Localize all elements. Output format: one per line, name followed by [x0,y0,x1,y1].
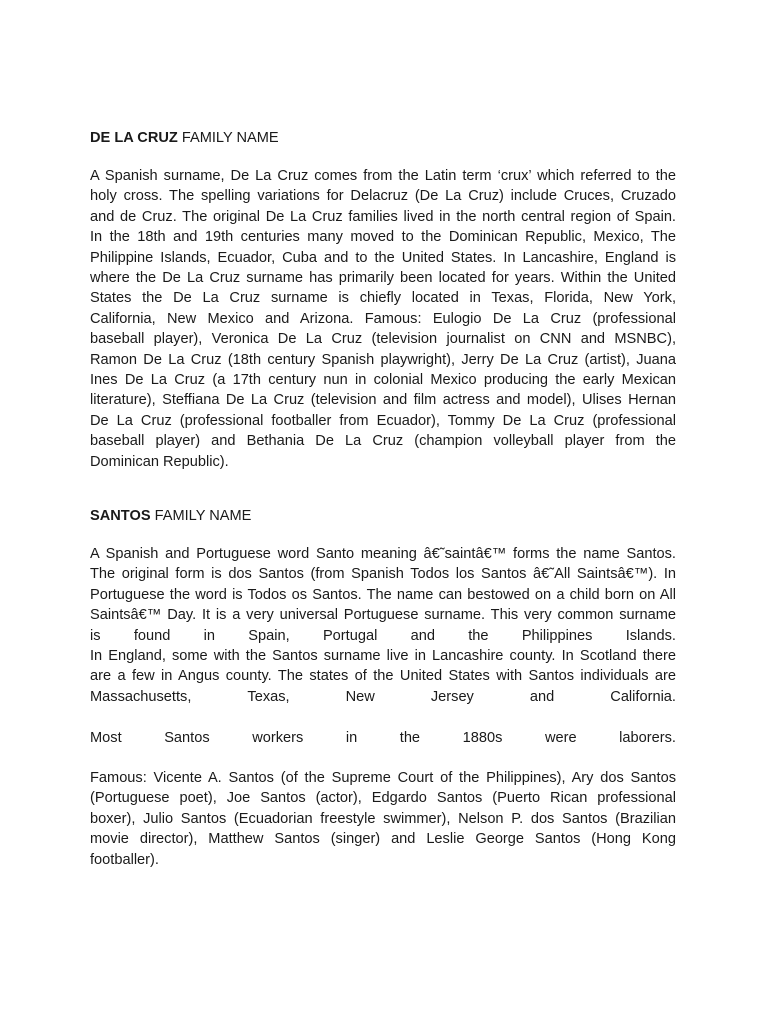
text-line: Famous: Vicente A. Santos (of the Supreme Court of the Philippines), Ary dos Santos [90,770,676,786]
word: laborers. [619,730,676,746]
text-line: In England, some with the Santos surname live in Lancashire county. In Scotland there [90,648,676,665]
word: and [410,627,435,644]
text-line: footballer). [90,851,159,868]
heading-suffix: FAMILY NAME [150,508,252,524]
text-line-spread [90,728,676,748]
word: Texas, [247,688,290,705]
text-line-spread [90,687,676,707]
section-heading-santos [90,506,676,526]
text-line: De La Cruz (professional footballer from Ecuador), Tommy De La Cruz (professional [90,412,676,429]
word: the [468,627,489,644]
text-line: In the 18th and 19th centuries many moved to the Dominican Republic, Mexico, The [90,229,676,246]
word: Jersey [430,688,474,705]
text-line: A Spanish and Portuguese word Santo meaning â€˜saintâ€™ forms the name Santos. [90,546,676,562]
text-line: are a few in Angus county. The states of the United States with Santos individuals are [90,668,676,685]
text-line: A Spanish surname, De La Cruz comes from the Latin term ‘crux’ which referred to the [90,168,676,184]
word: Santos [164,730,210,746]
text-line-spread [90,626,676,646]
word: California. [610,688,676,705]
text-line: Saintsâ€™ Day. It is a very universal Portuguese surname. This very common surname [90,607,676,624]
word: Spain, [248,627,290,644]
word: Philippines [521,627,593,644]
text-line: Portuguese the word is Todos os Santos. The name can bestowed on a child born on All [90,586,676,603]
word: Massachusetts, [90,688,192,705]
word: in [203,627,215,644]
text-line: holy cross. The spelling variations for Delacruz (De La Cruz) include Cruces, Cruzado [90,188,676,205]
text-line: literature), Steffiana De La Cruz (television and film actress and model), Ulises Hernan [90,392,676,409]
text-line: Ines De La Cruz (a 17th century nun in colonial Mexico producing the early Mexican [90,372,676,389]
word: Islands. [625,627,676,644]
text-line: The original form is dos Santos (from Spanish Todos los Santos â€˜All Saintsâ€™). In [90,566,676,583]
word: found [133,627,171,644]
section-heading-de-la-cruz [90,128,676,148]
word: New [345,688,375,705]
paragraph-santos-origin [90,544,676,707]
text-line: movie director), Matthew Santos (singer) and Leslie George Santos (Hong Kong [90,831,676,848]
text-line: Philippine Islands, Ecuador, Cuba and to the United States. In Lancashire, England is [90,249,676,266]
text-line: baseball player), Veronica De La Cruz (television journalist on CNN and MSNBC), [90,331,676,348]
word: and [529,688,555,705]
heading-suffix: FAMILY NAME [177,130,279,146]
text-line: States the De La Cruz surname is chiefly located in Texas, Florida, New York, [90,290,676,307]
word: 1880s [462,730,503,746]
text-line: Ramon De La Cruz (18th century Spanish playwright), Jerry De La Cruz (artist), Juana [90,351,676,368]
paragraph-santos-workers [90,728,676,748]
heading-surname: SANTOS [90,508,151,524]
text-line: (Portuguese poet), Joe Santos (actor), Edgardo Santos (Puerto Rican professional [90,790,676,807]
word: is [90,627,101,644]
text-line: California, New Mexico and Arizona. Famous: Eulogio De La Cruz (professional [90,310,676,327]
heading-surname: DE LA CRUZ [90,130,178,146]
paragraph-de-la-cruz [90,166,676,472]
word: Portugal [322,627,378,644]
word: workers [252,730,304,746]
text-line: boxer), Julio Santos (Ecuadorian freestyle swimmer), Nelson P. dos Santos (Brazilian [90,810,676,827]
text-line: and de Cruz. The original De La Cruz families lived in the north central region of Spain. [90,208,676,225]
word: Most [90,730,122,746]
text-line: Dominican Republic). [90,453,229,470]
word: were [544,730,577,746]
paragraph-santos-famous [90,768,676,870]
word: the [399,730,421,746]
text-line: baseball player) and Bethania De La Cruz (champion volleyball player from the [90,433,676,450]
text-line: where the De La Cruz surname has primarily been located for years. Within the United [90,270,676,287]
word: in [345,730,358,746]
